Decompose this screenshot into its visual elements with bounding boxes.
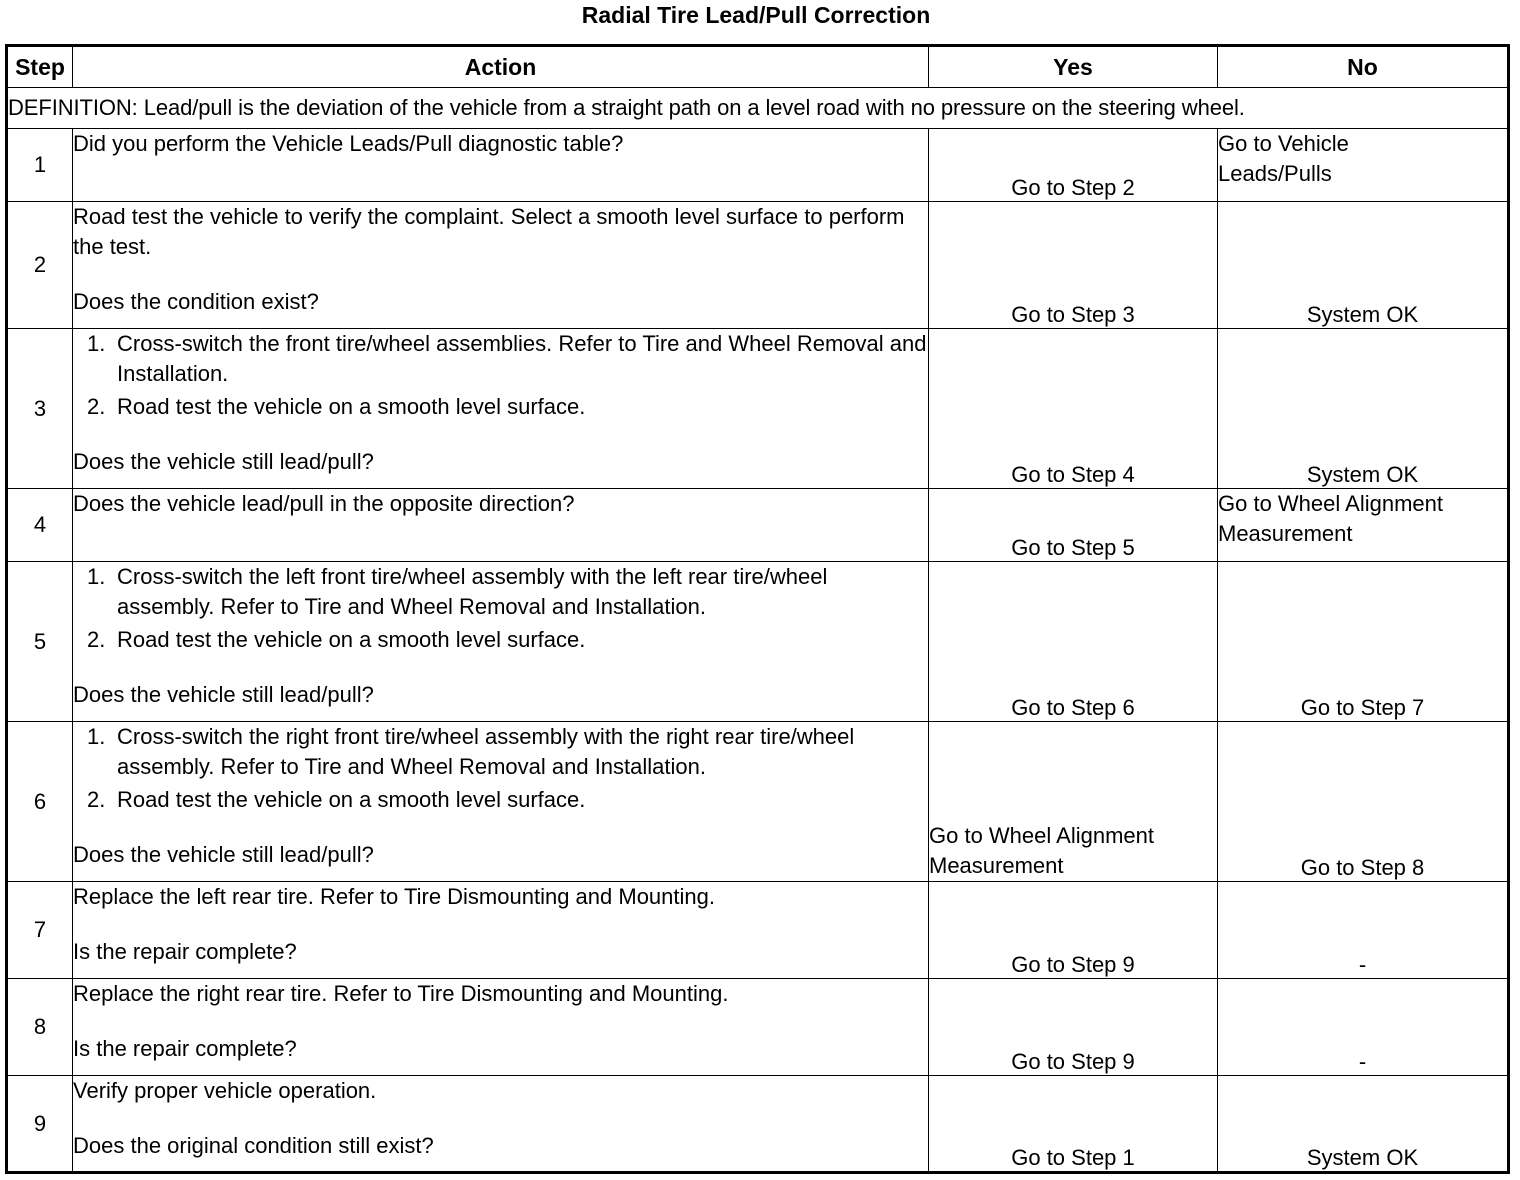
action-question: Does the vehicle still lead/pull? — [73, 449, 374, 474]
no-text-line: Measurement — [1218, 521, 1353, 546]
no-cell — [1218, 489, 1509, 562]
action-cell — [73, 882, 929, 979]
procedure-item — [73, 625, 928, 655]
procedure-item — [73, 722, 928, 782]
table-row — [7, 979, 1509, 1076]
yes-cell: Go to Step 3 — [929, 202, 1218, 329]
table-row — [7, 722, 1509, 882]
header-row — [7, 46, 1509, 88]
item-text: Cross-switch the right front tire/wheel assembly with the right rear tire/wheel assembly. Refer to Tire and Wheel Removal and Installation. — [117, 724, 855, 779]
procedure-list — [73, 562, 928, 655]
action-question: Does the vehicle still lead/pull? — [73, 842, 374, 867]
yes-cell: Go to Step 2 — [929, 129, 1218, 202]
no-cell: - — [1218, 979, 1509, 1076]
action-question: Does the condition exist? — [73, 289, 319, 314]
document-title: Radial Tire Lead/Pull Correction — [581, 2, 931, 28]
item-text: Road test the vehicle on a smooth level surface. — [117, 787, 586, 812]
table-row — [7, 562, 1509, 722]
step-number: 1 — [7, 129, 73, 202]
table-row — [7, 882, 1509, 979]
no-cell: - — [1218, 882, 1509, 979]
action-question: Is the repair complete? — [73, 939, 297, 964]
procedure-item — [73, 785, 928, 815]
no-cell: System OK — [1218, 202, 1509, 329]
table-row — [7, 202, 1509, 329]
step-number: 9 — [7, 1076, 73, 1173]
action-text: Does the vehicle lead/pull in the opposite direction? — [73, 491, 575, 516]
no-cell — [1218, 129, 1509, 202]
no-cell: System OK — [1218, 1076, 1509, 1173]
table-row — [7, 1076, 1509, 1173]
definition-text: DEFINITION: Lead/pull is the deviation of the vehicle from a straight path on a level road with no pressure on the steering wheel. — [7, 88, 1509, 129]
step-number: 8 — [7, 979, 73, 1076]
action-question: Is the repair complete? — [73, 1036, 297, 1061]
action-cell — [73, 129, 929, 202]
action-cell — [73, 1076, 929, 1173]
no-text-line: Go to Wheel Alignment — [1218, 491, 1444, 516]
item-text: Cross-switch the left front tire/wheel assembly with the left rear tire/wheel assembly. Refer to Tire and Wheel Removal and Installation. — [117, 564, 828, 619]
action-cell — [73, 202, 929, 329]
yes-cell: Go to Step 9 — [929, 979, 1218, 1076]
action-cell — [73, 562, 929, 722]
item-number: 1. — [87, 564, 106, 589]
definition-row — [7, 88, 1509, 129]
header-no: No — [1218, 46, 1509, 88]
step-number: 3 — [7, 329, 73, 489]
procedure-list — [73, 722, 928, 815]
yes-cell: Go to Step 4 — [929, 329, 1218, 489]
item-number: 2. — [87, 394, 106, 419]
no-cell: System OK — [1218, 329, 1509, 489]
yes-cell: Go to Step 5 — [929, 489, 1218, 562]
table-row — [7, 329, 1509, 489]
yes-cell: Go to Step 6 — [929, 562, 1218, 722]
procedure-item — [73, 562, 928, 622]
action-question: Does the vehicle still lead/pull? — [73, 682, 374, 707]
yes-cell: Go to Step 9 — [929, 882, 1218, 979]
procedure-item — [73, 329, 928, 389]
header-step: Step — [7, 46, 73, 88]
item-text: Road test the vehicle on a smooth level surface. — [117, 627, 586, 652]
step-number: 4 — [7, 489, 73, 562]
header-yes: Yes — [929, 46, 1218, 88]
action-text: Replace the left rear tire. Refer to Tire Dismounting and Mounting. — [73, 884, 715, 909]
step-number: 5 — [7, 562, 73, 722]
step-number: 6 — [7, 722, 73, 882]
no-text-line: Go to Vehicle — [1218, 131, 1349, 156]
item-text: Cross-switch the front tire/wheel assemblies. Refer to Tire and Wheel Removal and Installation. — [117, 331, 927, 386]
table-row — [7, 489, 1509, 562]
item-number: 2. — [87, 787, 106, 812]
yes-text-line: Go to Wheel Alignment — [929, 823, 1155, 848]
item-number: 1. — [87, 331, 106, 356]
procedure-item — [73, 392, 928, 422]
action-cell — [73, 979, 929, 1076]
action-text: Road test the vehicle to verify the complaint. Select a smooth level surface to perform the test. — [73, 204, 905, 259]
action-text: Verify proper vehicle operation. — [73, 1078, 377, 1103]
step-number: 2 — [7, 202, 73, 329]
action-question: Does the original condition still exist? — [73, 1133, 434, 1158]
yes-cell: Go to Step 1 — [929, 1076, 1218, 1173]
no-cell: Go to Step 8 — [1218, 722, 1509, 882]
action-text: Did you perform the Vehicle Leads/Pull diagnostic table? — [73, 131, 624, 156]
action-cell — [73, 722, 929, 882]
table-row — [7, 129, 1509, 202]
header-action: Action — [73, 46, 929, 88]
no-cell: Go to Step 7 — [1218, 562, 1509, 722]
yes-cell — [929, 722, 1218, 882]
action-cell — [73, 489, 929, 562]
diagnostic-table — [5, 44, 1510, 1174]
procedure-list — [73, 329, 928, 422]
action-cell — [73, 329, 929, 489]
step-number: 7 — [7, 882, 73, 979]
item-number: 2. — [87, 627, 106, 652]
item-text: Road test the vehicle on a smooth level surface. — [117, 394, 586, 419]
no-text-line: Leads/Pulls — [1218, 161, 1332, 186]
yes-text-line: Measurement — [929, 853, 1064, 878]
action-text: Replace the right rear tire. Refer to Tire Dismounting and Mounting. — [73, 981, 729, 1006]
item-number: 1. — [87, 724, 106, 749]
